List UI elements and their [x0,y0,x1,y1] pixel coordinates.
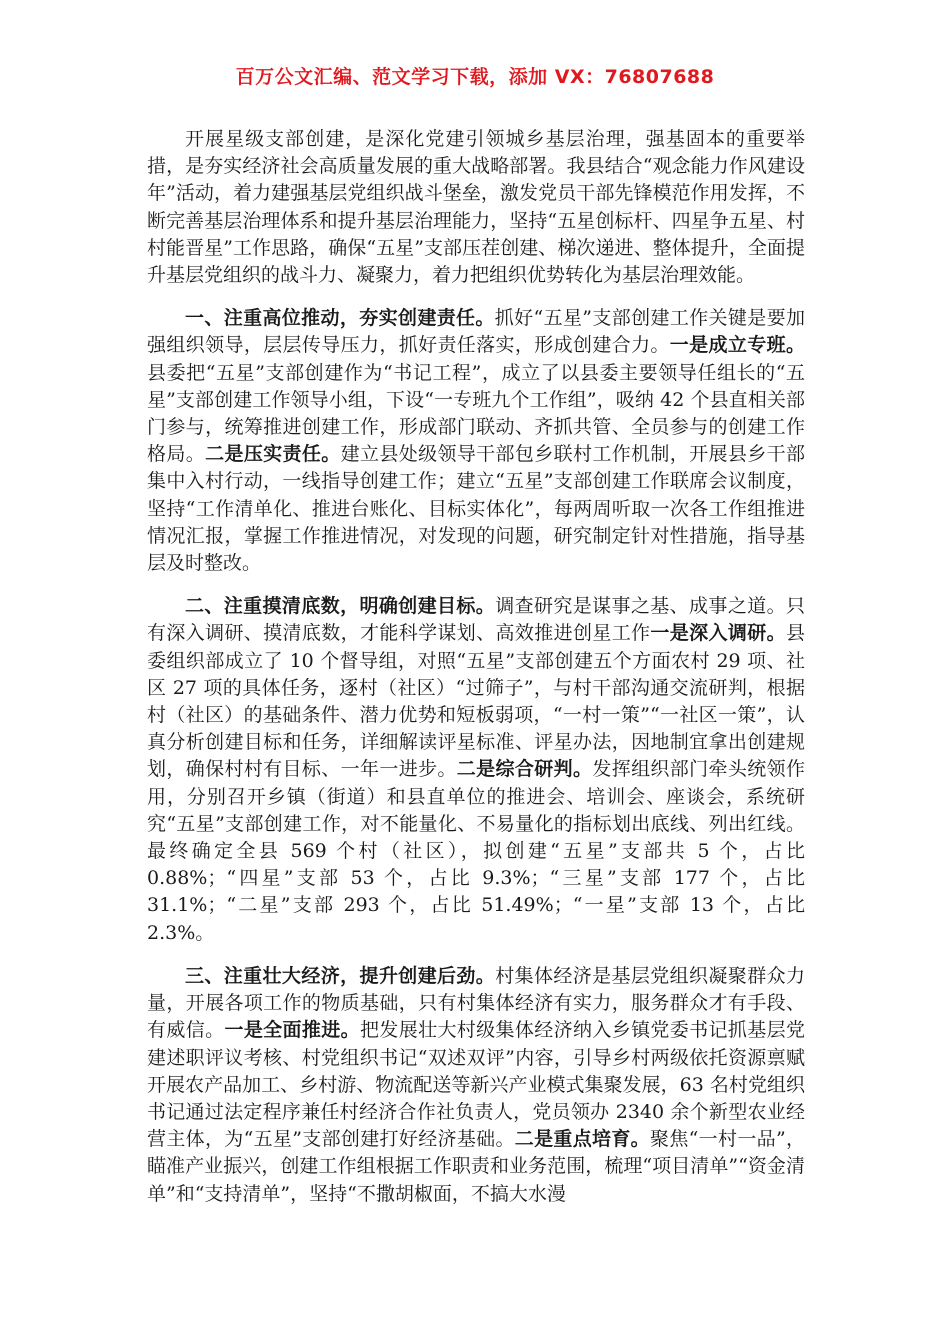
section-1-point-2-text: 建立县处级领导干部包乡联村工作机制，开展县乡干部集中入村行动，一线指导创建工作；建立“五星”支部创建工作联席会议制度，坚持“工作清单化、推进台账化、目标实体化”，每两周听取一次各工作组推进情况汇报，掌握工作推进情况，对发现的问题，研究制定针对性措施，指导基层及时整改。 [147,443,805,575]
section-3-point-2-title: 二是重点培育。 [514,1128,651,1151]
section-2-point-2-text: 发挥组织部门牵头统领作用，分别召开乡镇（街道）和县直单位的推进会、培训会、座谈会，系统研究“五星”支部创建工作，对不能量化、不易量化的指标划出底线、列出红线。最终确定全县 569 个村（社区），拟创建“五星”支部共 5 个，占比 0.88%；“四星”支部 53 个，占比 9.3%；“三星”支部 177 个，占比 31.1%；“二星”支部 293 个，占比 51.49%；“一星”支部 13 个，占比 2.3%。 [147,758,805,944]
section-2-heading: 二、注重摸清底数，明确创建目标。 [185,595,496,618]
section-3-point-1-text: 把发展壮大村级集体经济纳入乡镇党委书记抓基层党建述职评议考核、村党组织书记“双述双评”内容，引导乡村两级依托资源禀赋开展农产品加工、乡村游、物流配送等新兴产业模式集聚发展，63 名村党组织书记通过法定程序兼任村经济合作社负责人，党员领办 2340 余个新型农业经营主体，为“五星”支部创建打好经济基础。 [147,1019,805,1151]
section-2-point-2-title: 二是综合研判。 [456,758,593,781]
document-body [147,126,805,1208]
section-3-paragraph [147,963,805,1208]
watermark-header: 百万公文汇编、范文学习下载，添加 VX：76807688 [235,66,715,88]
section-1-lead: 抓好“五星”支部创建工作关键是要加强组织领导，层层传导压力，抓好责任落实，形成创建合力。 [147,307,805,357]
section-1-heading: 一、注重高位推动，夯实创建责任。 [185,307,495,330]
section-1-point-1-title: 一是成立专班。 [669,334,805,357]
section-2-point-1-title: 一是深入调研。 [650,622,786,645]
section-3-point-1-title: 一是全面推进。 [224,1019,360,1042]
section-2-point-1-text: 县委组织部成立了 10 个督导组，对照“五星”支部创建五个方面农村 29 项、社区 27 项的具体任务，逐村（社区）“过筛子”，与村干部沟通交流研判，根据村（社区）的基础条件、潜力优势和短板弱项，“一村一策”“一社区一策”，认真分析创建目标和任务，详细解读评星标准、评星办法，因地制宜拿出创建规划，确保村村有目标、一年一进步。 [147,622,805,781]
intro-paragraph: 开展星级支部创建，是深化党建引领城乡基层治理，强基固本的重要举措，是夯实经济社会高质量发展的重大战略部署。我县结合“观念能力作风建设年”活动，着力建强基层党组织战斗堡垒，激发党员干部先锋模范作用发挥，不断完善基层治理体系和提升基层治理能力，坚持“五星创标杆、四星争五星、村村能晋星”工作思路，确保“五星”支部压茬创建、梯次递进、整体提升，全面提升基层党组织的战斗力、凝聚力，着力把组织优势转化为基层治理效能。 [147,128,805,287]
section-1-point-2-title: 二是压实责任。 [205,443,341,466]
section-2-paragraph [147,593,805,947]
section-2-lead: 调查研究是谋事之基、成事之道。只有深入调研、摸清底数，才能科学谋划、高效推进创星工作 [147,595,805,645]
section-3-lead: 村集体经济是基层党组织凝聚群众力量，开展各项工作的物质基础，只有村集体经济有实力，服务群众才有手段、有威信。 [147,964,805,1042]
section-3-point-2-text: 聚焦“一村一品”，瞄准产业振兴，创建工作组根据工作职责和业务范围，梳理“项目清单”“资金清单”和“支持清单”，坚持“不撒胡椒面，不搞大水漫 [147,1128,805,1205]
section-1-paragraph [147,305,805,577]
section-1-point-1-text: 县委把“五星”支部创建作为“书记工程”，成立了以县委主要领导任组长的“五星”支部创建工作领导小组，下设“一专班九个工作组”，吸纳 42 个县直相关部门参与，统筹推进创建工作，形成部门联动、齐抓共管、全员参与的创建工作格局。 [147,361,805,466]
section-3-heading: 三、注重壮大经济，提升创建后劲。 [185,964,496,987]
